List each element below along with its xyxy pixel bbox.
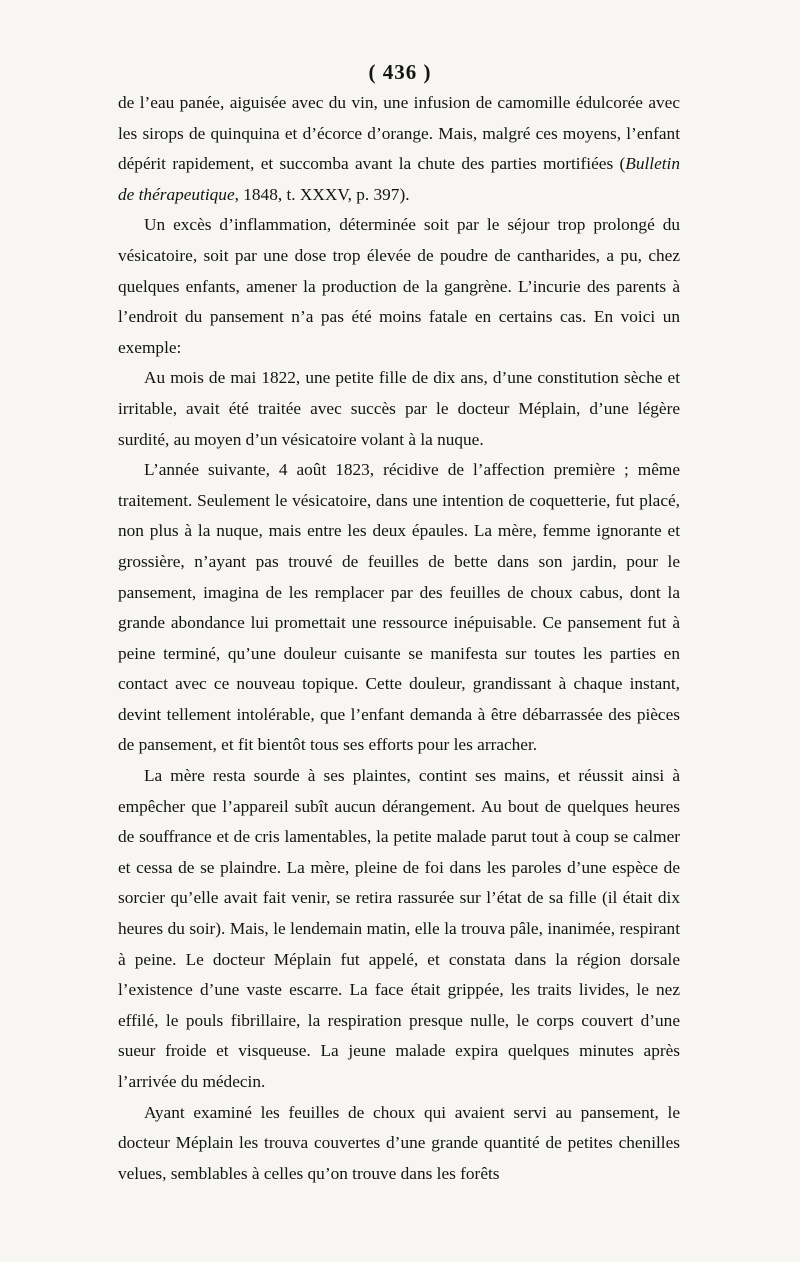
paragraph-4: L’année suivante, 4 août 1823, récidive de l’affection première ; même traitement. Seulement le vésicatoire, dans une intention de coquetterie, fut placé, non plus à la nuque, mais entre les deux épaules. La mère, femme ignorante et grossière, n’ayant pas trouvé de feuilles de bette dans son jardin, pour le pansement, imagina de les remplacer par des feuilles de choux cabus, dont la grande abondance lui promettait une ressource inépuisable. Ce pansement fut à peine terminé, qu’une douleur cuisante se manifesta sur toutes les parties en contact avec ce nouveau topique. Cette douleur, grandissant à chaque instant, devint tellement intolérable, que l’enfant demanda à être débarrassée des pièces de pansement, et fit bientôt tous ses efforts pour les arracher.: [118, 460, 680, 755]
paragraph-2: Un excès d’inflammation, déterminée soit par le séjour trop prolongé du vésicatoire, soit par une dose trop élevée de poudre de cantharides, a pu, chez quelques enfants, amener la production de la gangrène. L’incurie des parents à l’endroit du pansement n’a pas été moins fatale en certains cas. En voici un exemple:: [118, 215, 680, 357]
paragraph-1: [118, 88, 680, 210]
paragraph-1-text-end: , 1848, t. XXXV, p. 397).: [234, 184, 410, 204]
citation-title: Bulletin de thérapeutique: [118, 154, 680, 204]
paragraph-3: Au mois de mai 1822, une petite fille de dix ans, d’une constitution sèche et irritable, avait été traitée avec succès par le docteur Méplain, d’une légère surdité, au moyen d’un vésicatoire volant à la nuque.: [118, 368, 680, 449]
paragraph-5: La mère resta sourde à ses plaintes, contint ses mains, et réussit ainsi à empêcher que l’appareil subît aucun dérangement. Au bout de quelques heures de souffrance et de cris lamentables, la petite malade parut tout à coup se calmer et cessa de se plaindre. La mère, pleine de foi dans les paroles d’une espèce de sorcier qu’elle avait fait venir, se retira rassurée sur l’état de sa fille (il était dix heures du soir). Mais, le lendemain matin, elle la trouva pâle, inanimée, respirant à peine. Le docteur Méplain fut appelé, et constata dans la région dorsale l’existence d’une vaste escarre. La face était grippée, les traits livides, le nez effilé, le pouls fibrillaire, la respiration presque nulle, le corps couvert d’une sueur froide et visqueuse. La jeune malade expira quelques minutes après l’arrivée du médecin.: [118, 766, 680, 1091]
paragraph-1-text: de l’eau panée, aiguisée avec du vin, une infusion de camomille édulcorée avec les sirops de quinquina et d’écorce d’orange. Mais, malgré ces moyens, l’enfant dépérit rapidement, et succomba avant la chute des parties mortifiées (: [118, 93, 680, 174]
body-text: [118, 88, 680, 1189]
paragraph-6: Ayant examiné les feuilles de choux qui avaient servi au pansement, le docteur Méplain les trouva couvertes d’une grande quantité de petites chenilles velues, semblables à celles qu’on trouve dans les forêts: [118, 1102, 680, 1183]
page-number: ( 436 ): [368, 60, 432, 84]
